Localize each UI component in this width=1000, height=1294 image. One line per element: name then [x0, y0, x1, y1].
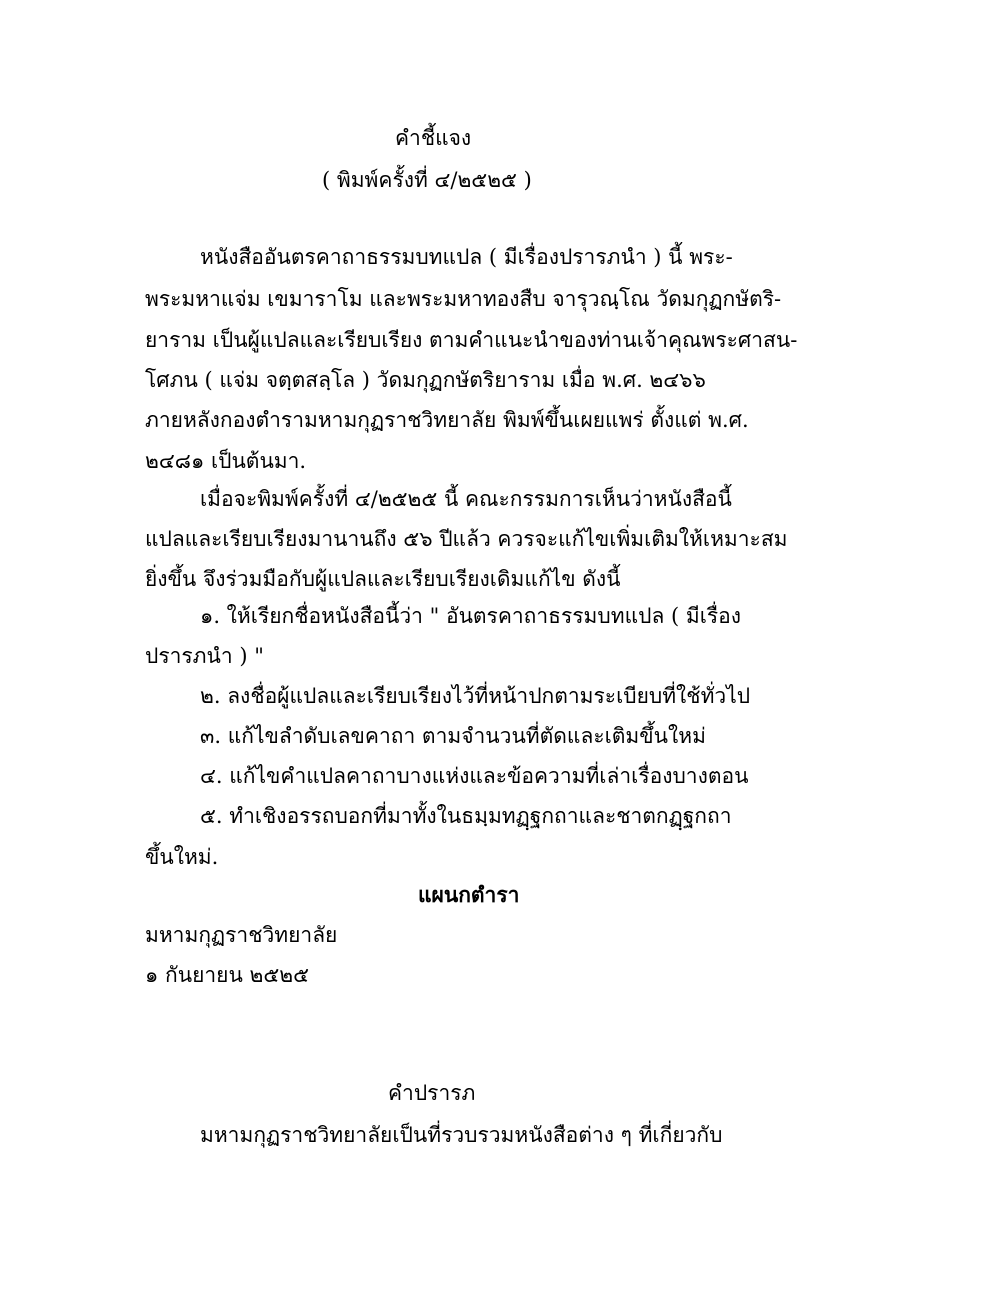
list-item-3: ๓. แก้ไขลำดับเลขคาถา ตามจำนวนที่ตัดและเติมขึ้นใหม่: [200, 724, 706, 748]
list-item-1-line-2: ปรารภนำ ) ": [145, 644, 264, 668]
preface-first-line: มหามกุฏราชวิทยาลัยเป็นที่รวบรวมหนังสือต่าง ๆ ที่เกี่ยวกับ: [200, 1123, 723, 1147]
list-item-1-line-1: ๑. ให้เรียกชื่อหนังสือนี้ว่า " อันตรคาถาธรรมบทแปล ( มีเรื่อง: [200, 604, 742, 628]
institution-name: มหามกุฏราชวิทยาลัย: [145, 923, 338, 947]
list-item-5-line-2: ขึ้นใหม่.: [145, 845, 219, 869]
explanation-title: คำชี้แจง: [395, 126, 472, 150]
paragraph-1-line-5: ภายหลังกองตำรามหามกุฏราชวิทยาลัย พิมพ์ขึ้นเผยแพร่ ตั้งแต่ พ.ศ.: [145, 408, 749, 432]
list-item-4: ๔. แก้ไขคำแปลคาถาบางแห่งและข้อความที่เล่าเรื่องบางตอน: [200, 764, 749, 788]
signature-date: ๑ กันยายน ๒๕๒๕: [145, 963, 309, 987]
paragraph-2-line-2: แปลและเรียบเรียงมานานถึง ๕๖ ปีแล้ว ควรจะแก้ไขเพิ่มเติมให้เหมาะสม: [145, 527, 788, 551]
paragraph-1-line-2: พระมหาแจ่ม เขมาราโม และพระมหาทองสืบ จารุวณฺโณ วัดมกุฏกษัตริ-: [145, 287, 782, 311]
list-item-2: ๒. ลงชื่อผู้แปลและเรียบเรียงไว้ที่หน้าปกตามระเบียบที่ใช้ทั่วไป: [200, 684, 751, 708]
edition-note: ( พิมพ์ครั้งที่ ๔/๒๕๒๕ ): [322, 168, 532, 192]
list-item-5-line-1: ๕. ทำเชิงอรรถบอกที่มาทั้งในธมฺมทฏฺฐกถาและชาตกฏฺฐกถา: [200, 804, 732, 828]
paragraph-1-line-1: หนังสืออันตรคาถาธรรมบทแปล ( มีเรื่องปรารภนำ ) นี้ พระ-: [200, 245, 733, 269]
department-signature: แผนกตำรา: [418, 882, 520, 907]
paragraph-1-line-6: ๒๔๘๑ เป็นต้นมา.: [145, 449, 307, 473]
preface-title: คำปรารภ: [388, 1081, 476, 1105]
paragraph-2-line-1: เมื่อจะพิมพ์ครั้งที่ ๔/๒๕๒๕ นี้ คณะกรรมการเห็นว่าหนังสือนี้: [200, 487, 732, 511]
paragraph-2-line-3: ยิ่งขึ้น จึงร่วมมือกับผู้แปลและเรียบเรียงเดิมแก้ไข ดังนี้: [145, 567, 621, 591]
paragraph-1-line-4: โศภน ( แจ่ม จตฺตสลฺโล ) วัดมกุฏกษัตริยาราม เมื่อ พ.ศ. ๒๔๖๖: [145, 368, 706, 392]
paragraph-1-line-3: ยาราม เป็นผู้แปลและเรียบเรียง ตามคำแนะนำของท่านเจ้าคุณพระศาสน-: [145, 328, 798, 352]
